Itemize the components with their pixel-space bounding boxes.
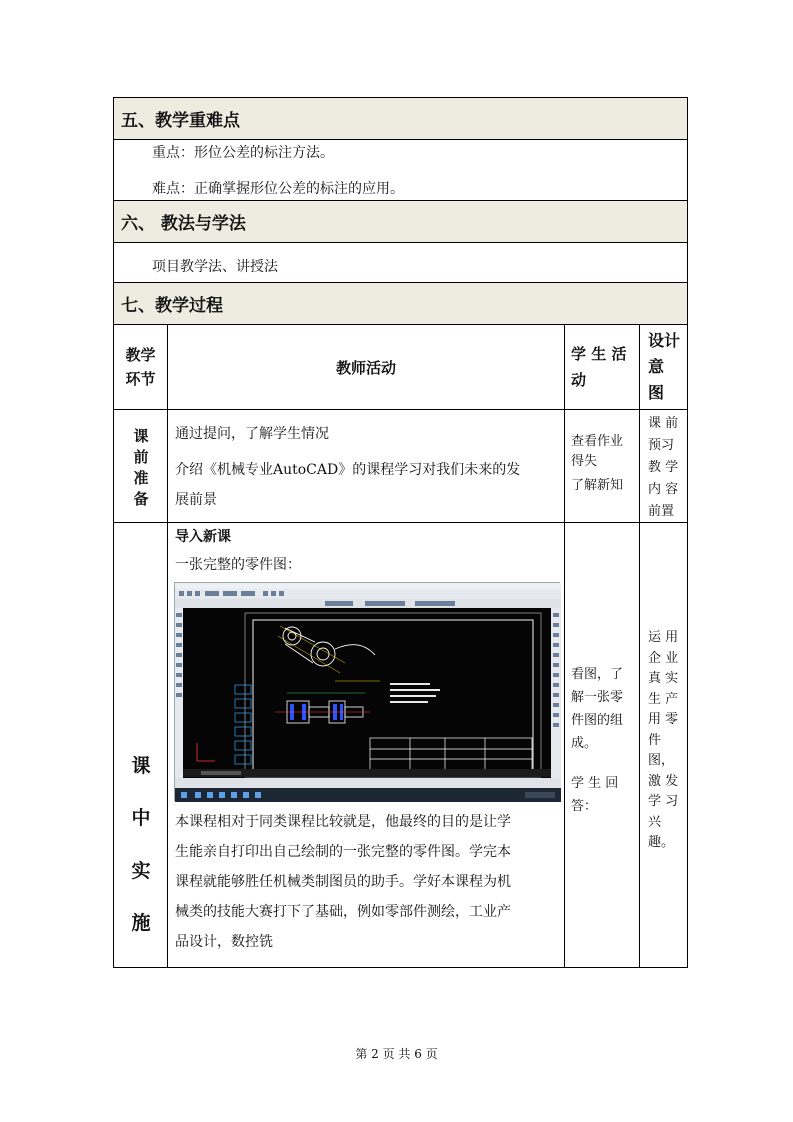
design-line: 运 用 <box>648 630 679 645</box>
phase-char: 课 <box>133 427 149 445</box>
pre-design-line: 前置 <box>648 504 675 519</box>
lesson-plan-table <box>113 97 688 968</box>
in-class-row <box>114 523 687 967</box>
difficulty-point: 难点：正确掌握形位公差的标注的应用。 <box>152 181 404 197</box>
section5-header <box>114 98 687 140</box>
header-design-line3: 图 <box>648 383 665 402</box>
student-line: 看图，了 <box>571 667 624 682</box>
student-line: 解一张零 <box>571 690 624 705</box>
phase-char: 备 <box>133 490 149 508</box>
student-line: 答： <box>571 799 598 814</box>
header-design-line2: 意 <box>648 357 665 376</box>
pre-teacher-line2: 介绍《机械专业AutoCAD》的课程学习对我们未来的发 <box>175 462 521 478</box>
phase-char: 前 <box>133 448 149 466</box>
pre-student-line1: 查看作业 <box>571 434 624 449</box>
phase-char: 实 <box>131 860 151 882</box>
header-student <box>565 325 640 409</box>
student-line: 学 生 回 <box>571 776 619 791</box>
header-student-line1: 学 生 活 <box>571 345 627 363</box>
cad-drawing <box>175 583 561 802</box>
description-line: 械类的技能大赛打下了基础，例如零部件测绘，工业产 <box>175 904 511 920</box>
student-line: 成。 <box>571 736 598 751</box>
description-line: 生能亲自打印出自己绘制的一张完整的零件图。学完本 <box>175 844 511 860</box>
teaching-methods: 项目教学法、讲授法 <box>152 259 278 275</box>
pre-class-design <box>640 410 687 522</box>
phase-char: 准 <box>133 469 149 487</box>
student-line <box>571 755 623 772</box>
section6-content <box>114 243 687 283</box>
pre-design-line: 内 容 <box>648 482 679 497</box>
header-student-line2: 动 <box>571 371 587 389</box>
pre-student-line2: 得失 <box>571 454 598 469</box>
intro-text: 一张完整的零件图： <box>175 557 301 573</box>
design-line: 学 习 <box>648 794 679 809</box>
section5-content <box>114 140 687 201</box>
header-design <box>640 325 687 409</box>
pre-class-row <box>114 410 687 523</box>
design-line: 企 业 <box>648 650 679 666</box>
in-class-student <box>565 523 640 967</box>
header-phase-line2: 环节 <box>125 370 156 388</box>
header-design-line1: 设计 <box>648 331 681 350</box>
design-line: 图， <box>648 753 675 768</box>
design-line: 生 产 <box>648 691 679 707</box>
design-line: 件 <box>648 732 662 748</box>
section7-title: 七、教学过程 <box>121 296 223 316</box>
in-class-teacher <box>168 523 565 967</box>
pre-teacher-line3: 展前景 <box>175 492 217 508</box>
pre-class-phase <box>114 410 168 522</box>
section5-title: 五、教学重难点 <box>121 111 240 131</box>
autocad-screenshot <box>174 582 560 801</box>
page-footer: 第 2 页 共 6 页 <box>355 1047 438 1061</box>
header-teacher <box>168 325 565 409</box>
pre-design-line: 预习 <box>648 438 675 453</box>
design-line: 真 实 <box>648 671 679 686</box>
course-description <box>175 807 561 957</box>
process-header-row <box>114 325 687 410</box>
phase-char: 课 <box>131 755 151 777</box>
pre-class-student <box>565 410 640 522</box>
pre-teacher-line1: 通过提问，了解学生情况 <box>175 426 329 442</box>
student-line: 件图的组 <box>571 713 624 728</box>
design-line: 趣。 <box>648 835 675 850</box>
header-phase <box>114 325 168 409</box>
pre-design-line: 课 前 <box>648 416 679 431</box>
pre-student-line3: 了解新知 <box>571 478 624 493</box>
header-teacher-label: 教师活动 <box>335 358 396 377</box>
pre-class-teacher <box>168 410 565 522</box>
description-line: 本课程相对于同类课程比较就是，他最终的目的是让学 <box>175 814 511 830</box>
design-line: 用 零 <box>648 712 679 727</box>
section7-header <box>114 283 687 325</box>
description-line: 品设计，数控铣 <box>175 934 273 950</box>
key-point: 重点：形位公差的标注方法。 <box>152 145 334 161</box>
design-line: 激 发 <box>648 773 679 789</box>
in-class-design <box>640 523 687 967</box>
intro-title: 导入新课 <box>175 529 231 545</box>
phase-char: 中 <box>131 807 151 829</box>
description-line: 课程就能够胜任机械类制图员的助手。学好本课程为机 <box>175 874 511 890</box>
pre-design-line: 教 学 <box>648 460 679 475</box>
section6-header <box>114 201 687 243</box>
section6-title: 六、 教法与学法 <box>121 214 246 234</box>
in-class-phase <box>114 523 168 967</box>
phase-char: 施 <box>131 912 151 934</box>
header-phase-line1: 教学 <box>125 346 156 364</box>
design-line: 兴 <box>648 814 662 830</box>
